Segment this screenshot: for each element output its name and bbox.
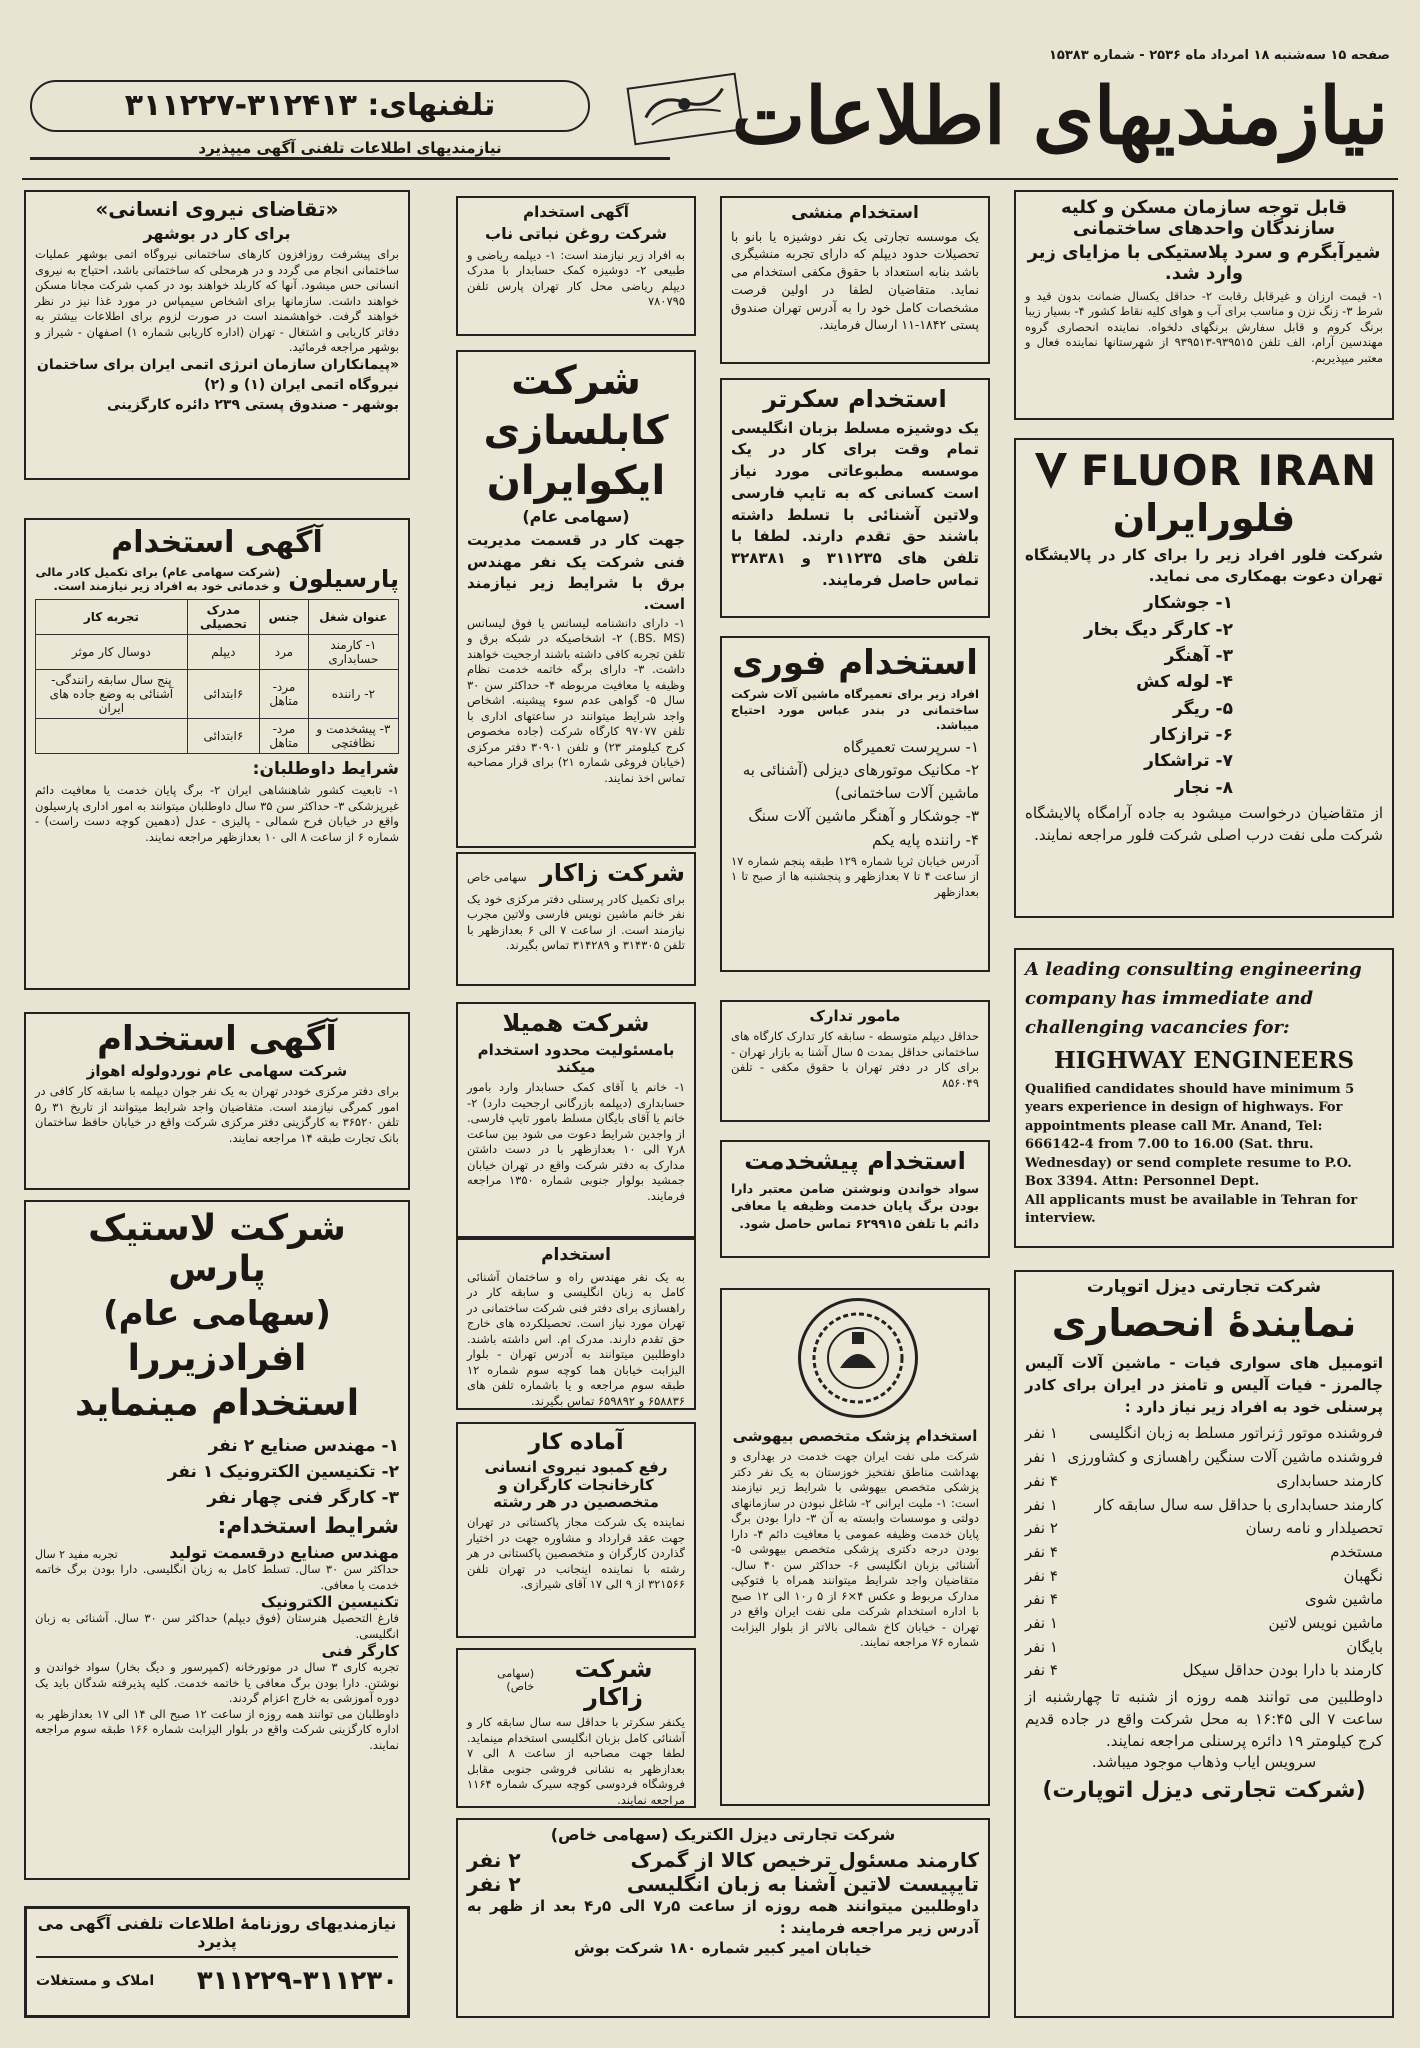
ad-housing <box>1014 190 1394 420</box>
fluor-job: ۷- تراشکار <box>1144 751 1233 772</box>
fluor-title: فلورایران <box>1112 496 1296 540</box>
urgent-job: ۱- سرپرست تعمیرگاه <box>842 737 979 756</box>
fluor-job: ۳- آهنگر <box>1164 645 1233 666</box>
masthead <box>30 72 1390 172</box>
fluor-job: ۵- ریگر <box>1173 698 1233 719</box>
atomic-title: «تقاضای نیروی انسانی» <box>95 197 339 221</box>
lastic-footer: داوطلبان می توانند همه روزه از ساعت ۱۲ صبح الی ۱۴ الی ۱۷ بعدازظهر به اداره کارگزینی شرکت واقع در بلوار الیزابت شماره ۱۶۶ طبقه سوم مراجعه نمایند. <box>35 1706 400 1752</box>
highway-intro: A leading consulting engineering company has immediate and challenging vacancies for: <box>1025 959 1362 1038</box>
diesel-top-footer: داوطلبین می توانند همه روزه از شنبه تا چهارشنبه از ساعت ۷ الی ۱۶:۴۵ به محل شرکت واقع در جاده قدیم کرج کیلومتر ۱۹ دائره پرسنلی مراجعه نمایند. <box>1025 1688 1383 1750</box>
atomic-footer-3: بوشهر - صندوق پستی ۲۳۹ دائره کارگزینی <box>106 396 399 413</box>
diesel-job-row: کارمند حسابداری با حداقل سه سال سابقه کار ۱ نفر <box>1025 1495 1383 1514</box>
ad-purchaser <box>720 1000 990 1122</box>
ad-ready <box>456 1422 696 1638</box>
diesel-job-row: ماشین شوی ۴ نفر <box>1025 1590 1383 1609</box>
urgent-job: ۳- جوشکار و آهنگر ماشین آلات سنگ <box>748 807 979 826</box>
ad-cable <box>456 350 696 848</box>
lastic-title-4: استخدام مینماید <box>74 1383 360 1425</box>
zakar1-title: شرکت زاکار <box>539 859 685 887</box>
hamila-body: ۱- خانم یا آقای کمک حسابدار وارد بامور حسابداری (دیپلمه بازرگانی ارجحیت دارد) ۲- خانم یا آقای بایگان مسلط بامور تایپ فارسی. از واجدین شرایط دعوت می شود بین ساعت ۸ر۷ الی ۱۰ بعدازظهر با در دست داشتن مدارک به دفتر شرکت واقع در تهران خیابان جمشید بولوار جنوبی شماره ۱۳۵۰ مراجعه فرمایند. <box>467 1080 685 1203</box>
hamila-title: شرکت همیلا <box>502 1009 650 1037</box>
footer-phone-box <box>24 1906 410 2018</box>
cable-intro: جهت کار در قسمت مدیریت فنی شرکت یک نفر مهندس برق با شرایط زیر نیازمند است. <box>467 531 685 614</box>
ad-fluor <box>1014 438 1394 918</box>
diesel-electric-body: داوطلبین میتوانند همه روزه از ساعت ۵ر۷ الی ۵ر۴ بعد از ظهر به آدرس زیر مراجعه فرمایند : <box>467 1897 979 1938</box>
ad-urgent <box>720 636 990 972</box>
typist-body: یک دوشیزه مسلط بزبان انگلیسی تمام وقت برای کار در یک موسسه مطبوعاتی مورد نیاز است کسانی که به تایپ فارسی ولاتین آشنائی با تسلط داشته باشند حق تقدم دارند. لطفا با تلفن های ۳۱۱۲۳۵ و ۳۲۸۳۸۱ تماس حاصل فرمایند. <box>731 418 979 589</box>
lastic-cond-title: شرایط استخدام: <box>217 1513 399 1539</box>
purchaser-title: مامور تدارک <box>809 1007 901 1025</box>
masthead-subtitle: نیازمندیهای اطلاعات تلفنی آگهی میپذیرد <box>30 136 670 160</box>
ad-atomic <box>24 190 410 480</box>
parsilon-company: پارسیلون <box>288 564 399 593</box>
lastic-tech-body: فارغ التحصیل هنرستان (فوق دیپلم) حداکثر سن ۳۰ سال. آشنائی به زبان انگلیسی. <box>35 1611 399 1641</box>
diesel-electric-address: خیابان امیر کبیر شماره ۱۸۰ شرکت بوش <box>574 1938 872 1957</box>
lastic-tech-title: تکنیسین الکترونیک <box>260 1593 399 1612</box>
atomic-footer-2: نیروگاه اتمی ایران (۱) و (۲) <box>204 376 399 393</box>
ad-parsilon <box>24 518 410 990</box>
diesel-top-note: سرویس ایاب وذهاب موجود میباشد. <box>1091 1753 1317 1772</box>
lastic-eng-title: مهندس صنایع درقسمت تولید <box>169 1542 399 1562</box>
lastic-title-3: افرادزیررا <box>127 1337 307 1379</box>
servant-title: استخدام پیشخدمت <box>744 1147 966 1175</box>
lastic-job: ۲- تکنیسین الکترونیک ۱ نفر <box>167 1462 399 1482</box>
cable-title-4: (سهامی عام) <box>522 507 630 526</box>
ad-oil <box>720 1288 990 1806</box>
hamila-sub: بامسئولیت محدود استخدام میکند <box>477 1040 675 1076</box>
zakar2-body: یکنفر سکرتر با حداقل سه سال سابقه کار و آشنائی کامل بزبان انگلیسی استخدام مینماید. لطفا جهت مصاحبه از ساعت ۸ الی ۷ بعدازظهر به نشانی فروشی جنوبی مقابل فروشگاه فردوسی کوچه سیرک شماره ۱۱۶۴ مراجعه نمایند. <box>467 1715 685 1807</box>
atomic-body: برای پیشرفت روزافزون کارهای ساختمانی نیروگاه اتمی بوشهر عملیات ساختمانی انجام می گردد و در هرمحلی که ساختمانی باشد، احتیاج به نیروی انسانی حس میشود. آنها که کاربلد خواهند بود در کمپ شرکت مجانا مسکن خواهند داشت. سازمانها برای اشخاص سیمپاس در مورد غذا نیز در نظر خواهند گرفت. خواهشمند است در صورت لزوم برای اطلاعات بیشتر به دفاتر کاریابی و اشتغال - تهران (اداره کاریابی شماره ۱) اصفهان - شیراز و بوشهر مراجعه فرمائید. <box>35 247 399 355</box>
typist-title: استخدام سکرتر <box>763 385 947 413</box>
vegoil-body: به افراد زیر نیازمند است: ۱- دیپلمه ریاضی و طبیعی ۲- دوشیزه کمک حسابدار با مدرک دیپلم ریاضی محل کار تهران پارس تلفن ۷۸۰۷۹۵ <box>467 247 685 309</box>
urgent-jobs <box>731 736 979 852</box>
fluor-job: ۴- لوله کش <box>1136 672 1233 693</box>
lastic-eng-exp: تجربه مفید ۲ سال <box>35 1547 118 1561</box>
urgent-job: ۲- مکانیک موتورهای دیزلی (آشنائی به ماشین آلات ساختمانی) <box>742 760 979 803</box>
fluor-jobs <box>1025 590 1233 801</box>
oil-title: استخدام پزشک متخصص بیهوشی <box>732 1427 978 1445</box>
ad-housing-title: قابل توجه سازمان مسکن و کلیه سازندگان واحدهای ساختمانی <box>1060 197 1348 239</box>
fluor-logo-icon <box>1031 449 1071 493</box>
ahvaz-title: آگهی استخدام <box>97 1019 337 1059</box>
parsilon-cond-title: شرایط داوطلبان: <box>252 758 399 779</box>
purchaser-body: حداقل دیپلم متوسطه - سابقه کار تدارک کارگاه های ساختمانی حداقل بمدت ۵ سال آشنا به بازار تهران - برای کار در دفتر تهران با حقوق مکفی - تلفن ۸۵۶۰۴۹ <box>731 1029 979 1090</box>
table-row: ۲- راننده مرد-متاهل ۶ابتدائی پنج سال سابقه رانندگی-آشنائی به وضع جاده های ایران <box>36 669 399 718</box>
nioc-seal <box>798 1298 918 1418</box>
lastic-jobs <box>35 1433 399 1512</box>
ahvaz-body: برای دفتر مرکزی خوددر تهران به یک نفر جوان دیپلمه با سابقه کار کافی در امور کمرگی نیازمند است. متقاضیان واجد شرایط میتوانند از تاریخ ۳۱ ر۵ تلفن ۳۶۵۲۰ به کارگزینی دفتر مرکزی شرکت واقع در خیابان حافظ ساختمان بانک تجارت طبقه ۱۴ مراجعه نمایند. <box>35 1084 399 1145</box>
parsilon-header <box>35 565 399 593</box>
parsilon-conditions: ۱- تابعیت کشور شاهنشاهی ایران ۲- برگ پایان خدمت یا معافیت دائم غیرپزشکی ۳- حداکثر سن ۳۵ سال داوطلبان میتوانند به امور اداری پارسیلون واقع در خیابان فرح شمالی - پالیزی - عدل (دهمین کوچه دست راست) - شماره ۶ از ساعت ۸ الی ۱۰ بعدازظهر مراجعه نمایند. <box>35 783 399 844</box>
vegoil-title: آگهی استخدام <box>523 203 629 221</box>
diesel-top-intro: اتومبیل های سواری فیات - ماشین آلات آلیس چالمرز - فیات آلیس و تامنز در ایران برای کادر پرسنلی خود به افراد زیر نیاز دارد : <box>1025 1354 1383 1416</box>
fluor-footer: از متقاضیان درخواست میشود به جاده آرامگاه پالایشگاه شرکت ملی نفت درب اصلی شرکت فلور مراجعه نمایند. <box>1025 803 1383 844</box>
ad-zakar-1 <box>456 852 696 986</box>
parsilon-table <box>35 599 399 754</box>
masthead-emblem <box>626 73 743 146</box>
table-row: ۳- پیشخدمت و نظافتچی مرد-متاهل ۶ابتدائی <box>36 718 399 753</box>
zakar2-tag: (سهامی خاص) <box>497 1667 535 1693</box>
diesel-job-row: بایگان ۱ نفر <box>1025 1637 1383 1656</box>
urgent-title: استخدام فوری <box>732 643 978 683</box>
nioc-emblem-icon <box>810 1310 906 1406</box>
fluor-brand: FLUOR IRAN <box>1080 446 1378 495</box>
highway-footer: All applicants must be available in Tehran for interview. <box>1025 1192 1358 1226</box>
ad-servant <box>720 1140 990 1258</box>
zakar1-tag: سهامی خاص <box>467 871 527 884</box>
diesel-electric-title: شرکت تجارتی دیزل الکتریک (سهامی خاص) <box>550 1825 896 1844</box>
footer-phones-row <box>36 1966 398 1996</box>
diesel-top-title: نمایندهٔ انحصاری <box>1051 1300 1357 1345</box>
parsilon-title: آگهی استخدام <box>111 525 323 560</box>
ad-engineer <box>456 1238 696 1410</box>
ready-body: نماینده یک شرکت مجاز پاکستانی در تهران جهت عقد قرارداد و مشاوره جهت در اختیار گذاردن کارگران و متخصصین پاکستانی در هر رشته با نماینده اینجانب در تهران تلفن ۳۲۱۵۶۶ از ۹ الی ۱۷ آقای شیرازی. <box>467 1515 685 1592</box>
diesel-electric-line-1: کارمند مسئول ترخیص کالا از گمرک ۲ نفر <box>467 1848 979 1873</box>
fluor-brand-row <box>1025 446 1383 495</box>
ad-housing-list: ۱- قیمت ارزان و غیرقابل رقابت ۲- حداقل یکسال ضمانت بدون قید و شرط ۳- زنگ نزن و مناسب برای آب و هوای کلیه نقاط کشور ۴- بسیار زیبا برنگ کروم و قابل سفارش برنگهای دلخواه. نماینده انحصاری گروه مهندسین آرام، الف تلفن ۹۳۹۵۱۵-۹۳۹۵۱۳ از شهرستانها نماینده فعال و معتبر میپذیریم. <box>1025 288 1383 365</box>
ahvaz-sub: شرکت سهامی عام نوردولوله اهواز <box>86 1062 348 1081</box>
ready-sub: رفع کمبود نیروی انسانی کارخانجات کارگران و متخصصین در هر رشته <box>484 1458 668 1511</box>
footer-phones: ۳۱۱۲۲۹-۳۱۱۲۳۰ <box>196 1965 398 1996</box>
secretary-body: یک موسسه تجارتی یک نفر دوشیزه یا بانو با تحصیلات حدود دیپلم که دارای تجربه منشیگری باشد بنابه استعداد با حقوق مکفی استخدام می نماید. متقاضیان لطفا در اولین فرصت مشخصات کامل خود را به آدرس تهران صندوق پستی ۱۸۴۲-۱۱ ارسال فرمایند. <box>731 228 979 333</box>
engineer-title: استخدام <box>541 1245 611 1265</box>
page-info-line: صفحه ۱۵ سه‌شنبه ۱۸ امرداد ماه ۲۵۳۶ - شماره ۱۵۳۸۳ <box>1049 48 1390 63</box>
atomic-sub: برای کار در بوشهر <box>143 224 291 243</box>
lastic-eng-body: حداکثر سن ۳۰ سال. تسلط کامل به زبان انگلیسی. دارا بودن برگ خاتمه خدمت یا معافی. <box>35 1561 399 1592</box>
diesel-job-row: نگهبان ۴ نفر <box>1025 1566 1383 1585</box>
atomic-footer-1: «پیمانکاران سازمان انرژی اتمی ایران برای ساختمان <box>36 357 399 373</box>
parsilon-intro: (شرکت سهامی عام) برای تکمیل کادر مالی و خدماتی خود به افراد زیر نیازمند است. <box>35 564 281 593</box>
oil-body: شرکت ملی نفت ایران جهت خدمت در بهداری و بهداشت مناطق نفتخیز خوزستان به یک نفر دکتر پزشکی متخصص بیهوشی با شرایط زیر نیازمند است: ۱- ملیت ایرانی ۲- شاغل نبودن در سازمانهای دولتی و موسسات وابسته به آن ۳- دارا بودن برگ پایان خدمت وظیفه عمومی یا معافیت دائم ۴- دارا بودن درجه دکتری پزشکی متخصص بیهوشی ۵- آشنائی بزبان انگلیسی ۶- حداکثر سن ۴۰ سال. متقاضیان واجد شرایط میتوانند همراه با فتوکپی مدارک مربوط و عکس ۴×۶ از ۵ ر۱۰ الی ۱۲ صبح با اداره استخدام شرکت ملی نفت ایران واقع در تهران - خیابان کاخ شمالی بالاتر از بلوار الیزابت شماره ۷۶ مراجعه نمایند. <box>731 1449 980 1650</box>
fluor-job: ۸- نجار <box>1174 777 1233 798</box>
ad-hamila <box>456 1002 696 1238</box>
lastic-eng-header <box>35 1543 399 1562</box>
cable-body: ۱- دارای دانشنامه لیسانس یا فوق لیسانس (BS. MS.) ۲- اشخاصیکه در شبکه برق و تلفن تجربه کافی داشته باشند ارجحیت خواهند داشت. ۳- دارای برگه خاتمه خدمت نظام وظیفه یا معافیت مربوطه ۴- حداکثر سن ۳۰ سال ۵- گواهی عدم سوء پیشینه. اشخاص واجد شرایط میتوانند در ساعتهای اداری با تلفن ۹۷۰۷۷ کارگاه شرکت (جاده مخصوص کرج کیلومتر ۲۳) و تلفن ۳۰۹۰۱ دفتر مرکزی (خیابان فروغی شماره ۲۱) برای قرار مصاحبه تماس اخذ نمایند. <box>467 615 686 785</box>
urgent-intro: افراد زیر برای تعمیرگاه ماشین آلات شرکت ساختمانی در بندر عباس مورد احتیاج میباشد. <box>731 687 979 733</box>
diesel-job-row: مستخدم ۴ نفر <box>1025 1542 1383 1561</box>
masthead-rule <box>22 178 1398 180</box>
highway-title: HIGHWAY ENGINEERS <box>1053 1047 1355 1075</box>
lastic-worker-body: تجربه کاری ۳ سال در موتورخانه (کمپرسور و دیگ بخار) سواد خواندن و نوشتن. دارا بودن برگ معافی یا خاتمه خدمت. کلیه پذیرفته شدگان باید یک دوره آموزشی به خارج اعزام گردند. <box>35 1660 400 1706</box>
zakar2-title: شرکت زاکار <box>574 1655 653 1711</box>
masthead-title: نیازمندیهای اطلاعات <box>731 71 1389 162</box>
ad-diesel-electric <box>456 1818 990 2018</box>
ad-highway <box>1014 948 1394 1248</box>
diesel-job-row: فروشنده موتور ژنراتور مسلط به زبان انگلیسی ۱ نفر <box>1025 1424 1383 1443</box>
zakar1-body: برای تکمیل کادر پرسنلی دفتر مرکزی خود یک نفر خانم ماشین نویس فارسی ولاتین مجرب نیازمند است. از ساعت ۷ الی ۶ بعدازظهر با تلفن ۳۱۴۳۰۵ و ۳۱۴۲۸۹ تماس بگیرند. <box>467 891 685 953</box>
engineer-body: به یک نفر مهندس راه و ساختمان آشنائی کامل به زبان انگلیسی و سابقه کار در راهسازی برای دفتر فنی شرکت ساختمانی در تهران مورد نیاز است. تحصیلکرده های خارج حق تقدم دارند. مدرک ام. اس داشته باشند. داوطلبین میتوانند به آدرس تهران - بلوار الیزابت خیابان هما کوچه سوم شماره ۱۲ طبقه سوم مراجعه و یا باشماره تلفن های ۶۵۸۸۳۶ و ۶۵۹۸۹۲ تماس بگیرند. <box>467 1269 685 1408</box>
diesel-top-sign: (شرکت تجارتی دیزل اتوپارت) <box>1042 1778 1366 1804</box>
fluor-intro: شرکت فلور افراد زیر را برای کار در پالایشگاه تهران دعوت بهمکاری می نماید. <box>1025 545 1383 586</box>
fluor-job: ۲- کارگر دیگ بخار <box>1083 619 1233 640</box>
fluor-job: ۱- جوشکار <box>1143 593 1233 614</box>
footer-category: املاک و مستغلات <box>36 1972 155 1989</box>
ad-zakar-2 <box>456 1648 696 1808</box>
footer-line-1: نیازمندیهای روزنامهٔ اطلاعات تلفنی آگهی می پذیرد <box>36 1915 398 1958</box>
masthead-phones: تلفنهای: ۳۱۲۴۱۳-۳۱۱۲۲۷ <box>124 88 496 123</box>
highway-body: Qualified candidates should have minimum 5 years experience in design of highways. For appointments please call Mr. Anand, Tel: 666142-4 from 7.00 to 16.00 (Sat. thru. Wednesday) or send complete resume to P.O. Box 3394. Attn: Personnel Dept. <box>1025 1081 1355 1190</box>
lastic-job: ۳- کارگر فنی چهار نفر <box>207 1488 399 1509</box>
secretary-title: استخدام منشی <box>791 203 919 223</box>
diesel-job-row: کارمند با دارا بودن حداقل سیکل ۴ نفر <box>1025 1661 1383 1680</box>
cable-title-2: کابلسازی <box>483 408 669 454</box>
ad-lastic <box>24 1200 410 1880</box>
ad-secretary <box>720 196 990 364</box>
fluor-job: ۶- ترازکار <box>1151 724 1233 745</box>
cable-title-1: شرکت <box>511 358 641 404</box>
lastic-title-1: شرکت لاستیک پارس <box>88 1208 346 1291</box>
urgent-job: ۴- راننده پایه یکم <box>871 830 979 849</box>
diesel-top-jobs <box>1025 1422 1383 1683</box>
zakar2-header <box>467 1656 685 1715</box>
masthead-phones-box <box>30 80 590 132</box>
ad-typist <box>720 378 990 618</box>
servant-body: سواد خواندن ونوشتن ضامن معتبر دارا بودن برگ پایان خدمت وظیفه یا معافی دائم با تلفن ۶۲۹۹۱۵ تماس حاصل شود. <box>731 1180 979 1232</box>
zakar1-header <box>467 860 685 892</box>
lastic-worker-title: کارگر فنی <box>321 1642 399 1661</box>
diesel-job-row: تحصیلدار و نامه رسان ۲ نفر <box>1025 1519 1383 1538</box>
ad-housing-sub: شیرآبگرم و سرد پلاستیکی با مزایای زیر وارد شد. <box>1027 242 1381 285</box>
ad-diesel-autopart <box>1014 1270 1394 2018</box>
diesel-job-row: ماشین نویس لاتین ۱ نفر <box>1025 1613 1383 1632</box>
diesel-electric-line-2: تایپیست لاتین آشنا به زبان انگلیسی ۲ نفر <box>467 1872 979 1897</box>
table-row: ۱- کارمند حسابداری مرد دیپلم دوسال کار موثر <box>36 634 399 669</box>
diesel-job-row: کارمند حسابداری ۴ نفر <box>1025 1471 1383 1490</box>
diesel-job-row: فروشنده ماشین آلات سنگین راهسازی و کشاورزی ۱ نفر <box>1025 1448 1383 1467</box>
ad-vegoil <box>456 196 696 336</box>
ready-title: آماده کار <box>528 1430 624 1455</box>
cable-title-3: ایکوایران <box>486 458 666 504</box>
lastic-title-2: (سهامی عام) <box>103 1293 331 1334</box>
vegoil-sub: شرکت روغن نباتی ناب <box>485 224 667 244</box>
ad-ahvaz <box>24 1012 410 1190</box>
lastic-job: ۱- مهندس صنایع ۲ نفر <box>208 1435 399 1456</box>
urgent-address: آدرس خیابان ثریا شماره ۱۲۹ طبقه پنجم شماره ۱۷ از ساعت ۴ تا ۷ بعدازظهر و پنجشنبه ها از صبح تا ۱ بعدازظهر <box>731 853 979 899</box>
parsilon-table-header: عنوان شغل جنس مدرک تحصیلی تجربه کار <box>36 599 399 634</box>
diesel-top-company: شرکت تجارتی دیزل اتوپارت <box>1086 1277 1322 1297</box>
emblem-icon <box>637 76 732 132</box>
